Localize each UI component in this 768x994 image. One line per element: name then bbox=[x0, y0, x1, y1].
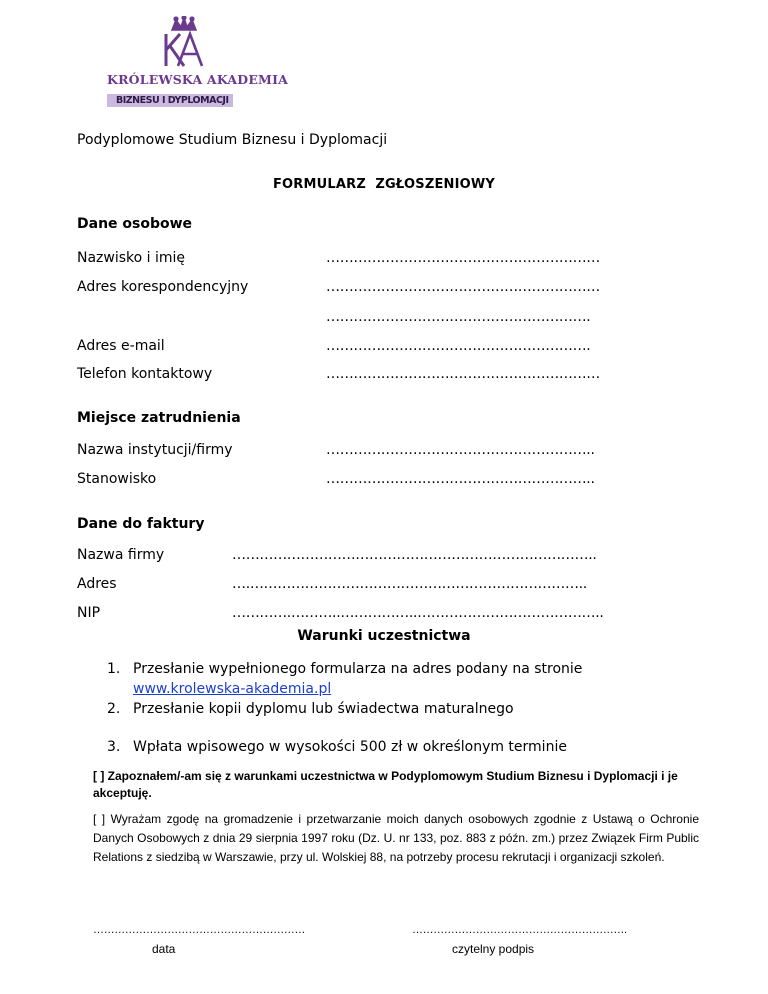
field-dots-nip[interactable]: ………….………..……………..………………………………….. bbox=[232, 605, 604, 621]
condition-item bbox=[107, 699, 707, 719]
date-label: data bbox=[152, 942, 176, 956]
program-subtitle: Podyplomowe Studium Biznesu i Dyplomacji bbox=[77, 132, 388, 148]
field-dots-position[interactable]: ………………………………………………….. bbox=[326, 471, 595, 487]
conditions-heading: Warunki uczestnictwa bbox=[297, 628, 471, 644]
section-heading-employment: Miejsce zatrudnienia bbox=[77, 410, 241, 426]
conditions-list bbox=[107, 659, 707, 757]
field-label-phone: Telefon kontaktowy bbox=[77, 366, 213, 382]
condition-number: 3. bbox=[107, 739, 121, 755]
field-dots-email[interactable]: …………………………………………………. bbox=[326, 338, 591, 354]
field-label-company: Nazwa firmy bbox=[77, 547, 165, 563]
field-dots-company[interactable]: …………………………………………………………………….. bbox=[232, 547, 597, 563]
condition-text: Przesłanie wypełnionego formularza na adres podany na stronie bbox=[133, 661, 583, 677]
condition-item bbox=[107, 659, 707, 699]
field-dots-institution[interactable]: ………………………………………………….. bbox=[326, 442, 595, 458]
logo-subline: BIZNESU I DYPLOMACJI bbox=[116, 95, 229, 106]
field-label-name: Nazwisko i imię bbox=[77, 250, 186, 266]
field-label-institution: Nazwa instytucji/firmy bbox=[77, 442, 233, 458]
field-dots-phone[interactable]: …………………………………………………… bbox=[326, 366, 601, 382]
academy-website-link[interactable]: www.krolewska-akademia.pl bbox=[133, 681, 332, 697]
form-title: FORMULARZ ZGŁOSZENIOWY bbox=[272, 177, 496, 192]
condition-number: 2. bbox=[107, 701, 121, 717]
field-dots-address[interactable]: …………………………………………………… bbox=[326, 279, 601, 295]
terms-acceptance-checkbox[interactable]: [ ] Zapoznałem/-am się z warunkami uczestnictwa w Podyplomowym Studium Biznesu i Dyplomacji i je akceptuję. bbox=[93, 769, 678, 800]
field-dots-address-2[interactable]: …………………………………………………. bbox=[326, 309, 591, 325]
academy-logo bbox=[100, 16, 289, 108]
date-field-dots[interactable]: …………………………………………………… bbox=[93, 924, 306, 936]
condition-text: Wpłata wpisowego w wysokości 500 zł w określonym terminie bbox=[133, 739, 567, 755]
field-label-address: Adres korespondencyjny bbox=[77, 279, 249, 295]
field-dots-invoice-address[interactable]: ….……………………………………………………………….. bbox=[232, 576, 587, 592]
data-processing-consent-checkbox[interactable]: [ ] Wyrażam zgodę na gromadzenie i przetwarzanie moich danych osobowych zgodnie z Ustawą o Ochronie Danych Osobowych z dnia 29 sierpnia 1997 roku (Dz. U. nr 133, poz. 883 z późn. zm.) przez Związek Firm Public Relations z siedzibą w Warszawie, przy ul. Wolskiej 88, na potrzeby procesu rekrutacji i organizacji szkoleń. bbox=[93, 812, 699, 864]
signature-field-dots[interactable]: ……………………………………………………. bbox=[412, 924, 627, 936]
section-heading-personal: Dane osobowe bbox=[77, 216, 193, 232]
field-label-email: Adres e-mail bbox=[77, 338, 165, 354]
condition-number: 1. bbox=[107, 661, 121, 677]
field-label-invoice-address: Adres bbox=[77, 576, 117, 592]
condition-item bbox=[107, 737, 707, 757]
signature-label: czytelny podpis bbox=[452, 942, 535, 956]
condition-text: Przesłanie kopii dyplomu lub świadectwa maturalnego bbox=[133, 701, 514, 717]
field-label-nip: NIP bbox=[77, 605, 101, 621]
section-heading-invoice: Dane do faktury bbox=[77, 516, 205, 532]
field-dots-name[interactable]: …………………………………………………… bbox=[326, 250, 601, 266]
logo-name-line: KRÓLEWSKA AKADEMIA bbox=[107, 72, 289, 87]
field-label-position: Stanowisko bbox=[77, 471, 157, 487]
